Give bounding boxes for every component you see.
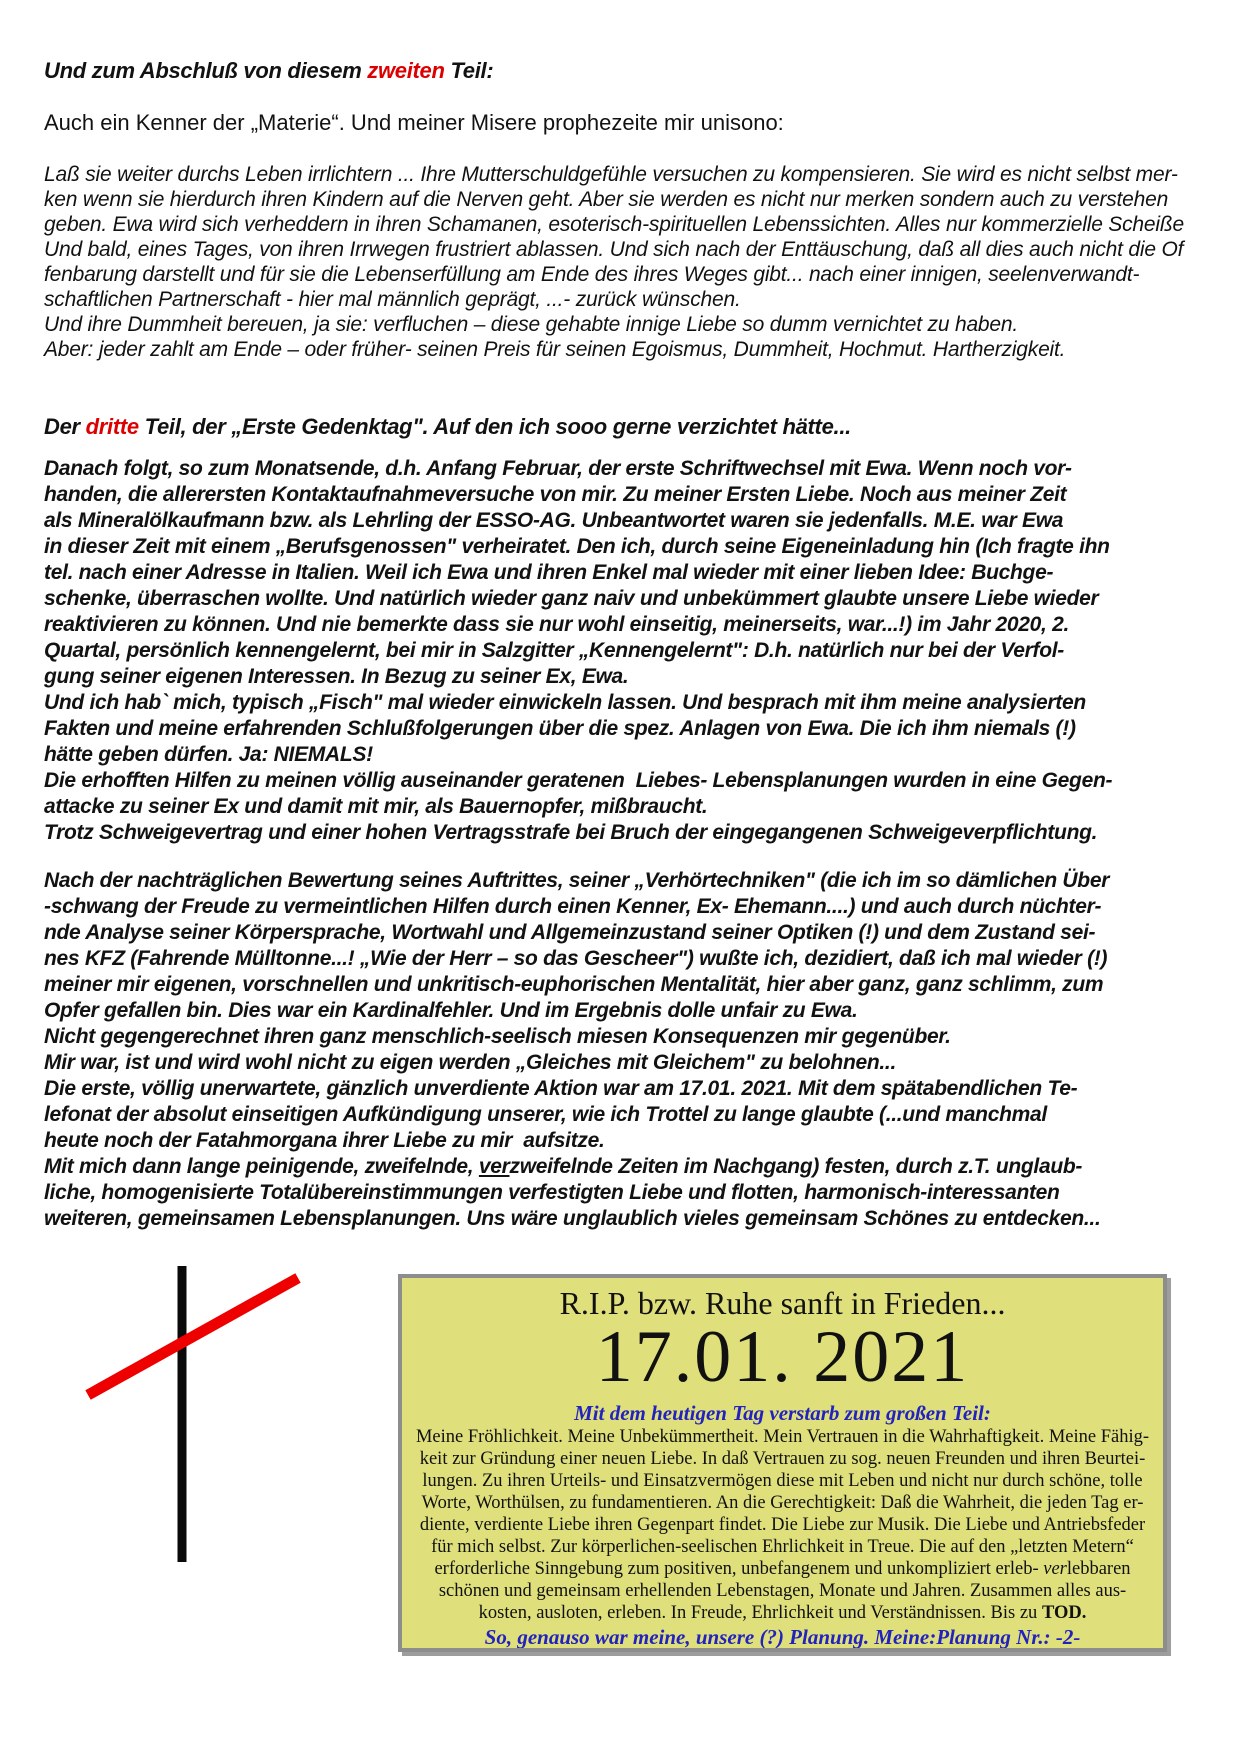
intro-subline: Auch ein Kenner der „Materie“. Und meiner Misere prophezeite mir unisono: <box>44 110 784 135</box>
memorial-date: 17.01. 2021 <box>595 1316 970 1398</box>
part3-heading: Der dritte Teil, der „Erste Gedenktag". Auf den ich sooo gerne verzichtet hätte... <box>44 414 851 439</box>
prophecy-paragraph: Laß sie weiter durchs Leben irrlichtern ... Ihre Mutterschuldgefühle versuchen zu kompensieren. Sie wird es nicht selbst mer- ken wenn sie hierdurch ihren Kindern auf die Nerven geht. Aber sie werden es nicht nur merken sondern auch zu verstehen geben. Ewa wird sich verheddern in ihren Schamanen, esoterisch-spirituellen Lebenssichten. Alles nur kommerzielle Scheiße Und bald, eines Tages, von ihren Irrwegen frustriert ablassen. Und sich nach der Enttäuschung, daß all dies auch nicht die Of fenbarung darstellt und für sie die Lebenserfüllung am Ende des ihres Weges gibt... nach einer innigen, seelenverwandt- schaftlichen Partnerschaft - hier mal männlich geprägt, ...- zurück wünschen. Und ihre Dummheit bereuen, ja sie: verfluchen – diese gehabte innige Liebe so dumm vernichtet zu haben. Aber: jeder zahlt am Ende – oder früher- seinen Preis für seinen Egoismus, Dummheit, Hochmut. Hartherzigkeit. <box>44 163 1184 361</box>
memorial-intro: Mit dem heutigen Tag verstarb zum großen Teil: <box>574 1401 991 1425</box>
intro-heading: Und zum Abschluß von diesem zweiten Teil: <box>44 58 494 83</box>
memorial-title: R.I.P. bzw. Ruhe sanft in Frieden... <box>559 1285 1006 1321</box>
memorial-body: Meine Fröhlichkeit. Meine Unbekümmertheit. Mein Vertrauen in die Wahrhaftigkeit. Meine Fähig- keit zur Gründung einer neuen Liebe. In daß Vertrauen zu sog. neuen Freunden und ihren Beurtei- lungen. Zu ihren Urteils- und Einsatzvermögen diese mit Leben und nicht nur durch schöne, tolle Worte, Worthülsen, zu fundamentieren. An die Gerechtigkeit: Daß die Wahrheit, die jeden Tag er- diente, verdiente Liebe ihren Gegenpart findet. Die Liebe zur Musik. Die Liebe und Antriebsfeder für mich selbst. Zur körperlichen-seelischen Ehrlichkeit in Treue. Die auf den „letzten Metern“ erforderliche Sinngebung zum positiven, unbefangenem und unkompliziert erleb- verlebbaren schönen und gemeinsam erhellenden Lebenstagen, Monate und Jahren. Zusammen alles aus- kosten, ausloten, erleben. In Freude, Ehrlichkeit und Verständnissen. Bis zu TOD. <box>415 1427 1150 1623</box>
narrative-block-1: Danach folgt, so zum Monatsende, d.h. Anfang Februar, der erste Schriftwechsel mit Ewa. Wenn noch vor- handen, die allerersten Kontaktaufnahmeversuche von mir. Zu meiner Ersten Liebe. Noch aus meiner Zeit als Mineralölkaufmann bzw. als Lehrling der ESSO-AG. Unbeantwortet waren sie jedenfalls. M.E. war Ewa in dieser Zeit mit einem „Berufsgenossen" verheiratet. Den ich, durch seine Eigeneinladung hin (Ich fragte ihn tel. nach einer Adresse in Italien. Weil ich Ewa und ihren Enkel mal wieder mit einer lieben Idee: Buchge- schenke, überraschen wollte. Und natürlich wieder ganz naiv und unbekümmert glaubte unsere Liebe wieder reaktivieren zu können. Und nie bemerkte dass sie nur wohl einseitig, meinerseits, war...!) im Jahr 2020, 2. Quartal, persönlich kennengelernt, bei mir in Salzgitter „Kennengelernt": D.h. natürlich nur bei der Verfol- gung seiner eigenen Interessen. In Bezug zu seiner Ex, Ewa. Und ich hab` mich, typisch „Fisch" mal wieder einwickeln lassen. Und besprach mit ihm meine analysierten Fakten und meine erfahrenden Schlußfolgerungen über die spez. Anlagen von Ewa. Die ich ihm niemals (!) hätte geben dürfen. Ja: NIEMALS! Die erhofften Hilfen zu meinen völlig auseinander geratenen Liebes- Lebensplanungen wurden in eine Gegen- attacke zu seiner Ex und damit mit mir, als Bauernopfer, mißbraucht. Trotz Schweigevertrag und einer hohen Vertragsstrafe bei Bruch der eingegangenen Schweigeverpflichtung. <box>44 457 1113 844</box>
narrative-block-2: Nach der nachträglichen Bewertung seines Auftrittes, seiner „Verhörtechniken" (die ich im so dämlichen Über -schwang der Freude zu vermeintlichen Hilfen durch einen Kenner, Ex- Ehemann....) und auch durch nüchter- nde Analyse seiner Körpersprache, Wortwahl und Allgemeinzustand seiner Optiken (!) und dem Zustand sei- nes KFZ (Fahrende Mülltonne...! „Wie der Herr – so das Gescheer") wußte ich, dezidiert, daß ich mal wieder (!) meiner mir eigenen, vorschnellen und unkritisch-euphorischen Mentalität, hier aber ganz, ganz schlimm, zum Opfer gefallen bin. Dies war ein Kardinalfehler. Und im Ergebnis dolle unfair zu Ewa. Nicht gegengerechnet ihren ganz menschlich-seelisch miesen Konsequenzen mir gegenüber. Mir war, ist und wird wohl nicht zu eigen werden „Gleiches mit Gleichem" zu belohnen... Die erste, völlig unerwartete, gänzlich unverdiente Aktion war am 17.01. 2021. Mit dem spätabendlichen Te- lefonat der absolut einseitigen Aufkündigung unserer, wie ich Trottel zu lange glaubte (...und manchmal heute noch der Fatahmorgana ihrer Liebe zu mir aufsitze. Mit mich dann lange peinigende, zweifelnde, verzweifelnde Zeiten im Nachgang) festen, durch z.T. unglaub- liche, homogenisierte Totalübereinstimmungen verfestigten Liebe und flotten, harmonisch-interessanten weiteren, gemeinsamen Lebensplanungen. Uns wäre unglaublich vieles gemeinsam Schönes zu entdecken... <box>44 869 1110 1230</box>
memorial-cross-icon <box>80 1256 310 1568</box>
memorial-footer: So, genauso war meine, unsere (?) Planung. Meine:Planung Nr.: -2- <box>484 1625 1081 1649</box>
memorial-card <box>398 1274 1167 1652</box>
